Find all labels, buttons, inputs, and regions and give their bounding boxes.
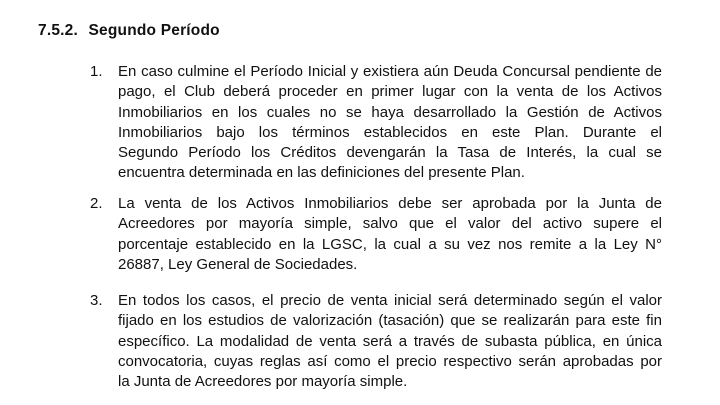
- list-item-text: [118, 62, 662, 184]
- text-line: pago, el Club deberá proceder en primer lugar con la venta de los Activos: [118, 83, 662, 101]
- text-line: Inmobiliarios en los cuales no se haya desarrollado la Gestión de Activos: [118, 103, 662, 121]
- text-line: convocatoria, cuyas reglas así como el precio respectivo serán aprobadas por: [118, 352, 662, 370]
- section-number: 7.5.2.: [38, 22, 78, 39]
- text-line: fijado en los estudios de valorización (tasación) que se realizarán para este fin: [118, 312, 662, 330]
- list-item-text: [118, 194, 662, 275]
- text-line: Acreedores por mayoría simple, salvo que el valor del activo supere el: [118, 215, 662, 233]
- section-title: Segundo Período: [88, 22, 220, 39]
- text-line: Inmobiliarios bajo los términos establecidos en este Plan. Durante el: [118, 123, 662, 141]
- list-item: [90, 291, 662, 392]
- list-item-marker: 1.: [90, 63, 103, 80]
- text-line: encuentra determinada en las definiciones del presente Plan.: [118, 164, 525, 182]
- text-line: En todos los casos, el precio de venta inicial será determinado según el valor: [118, 292, 662, 309]
- list-item: [90, 194, 662, 275]
- text-line: La venta de los Activos Inmobiliarios debe ser aprobada por la Junta de: [118, 195, 662, 212]
- list-item-marker: 2.: [90, 195, 103, 212]
- text-line: específico. La modalidad de venta será a través de subasta pública, en única: [118, 332, 662, 350]
- section-heading: [38, 22, 220, 40]
- text-line: 26887, Ley General de Sociedades.: [118, 255, 358, 273]
- text-line: la Junta de Acreedores por mayoría simple.: [118, 373, 408, 391]
- text-line: Segundo Período los Créditos devengarán la Tasa de Interés, la cual se: [118, 144, 662, 162]
- text-line: porcentaje establecido en la LGSC, la cual a su vez nos remite a la Ley N°: [118, 235, 662, 253]
- list-item-text: [118, 291, 662, 392]
- list-item-marker: 3.: [90, 292, 103, 309]
- list-item: [90, 62, 662, 184]
- text-line: En caso culmine el Período Inicial y existiera aún Deuda Concursal pendiente de: [118, 63, 662, 80]
